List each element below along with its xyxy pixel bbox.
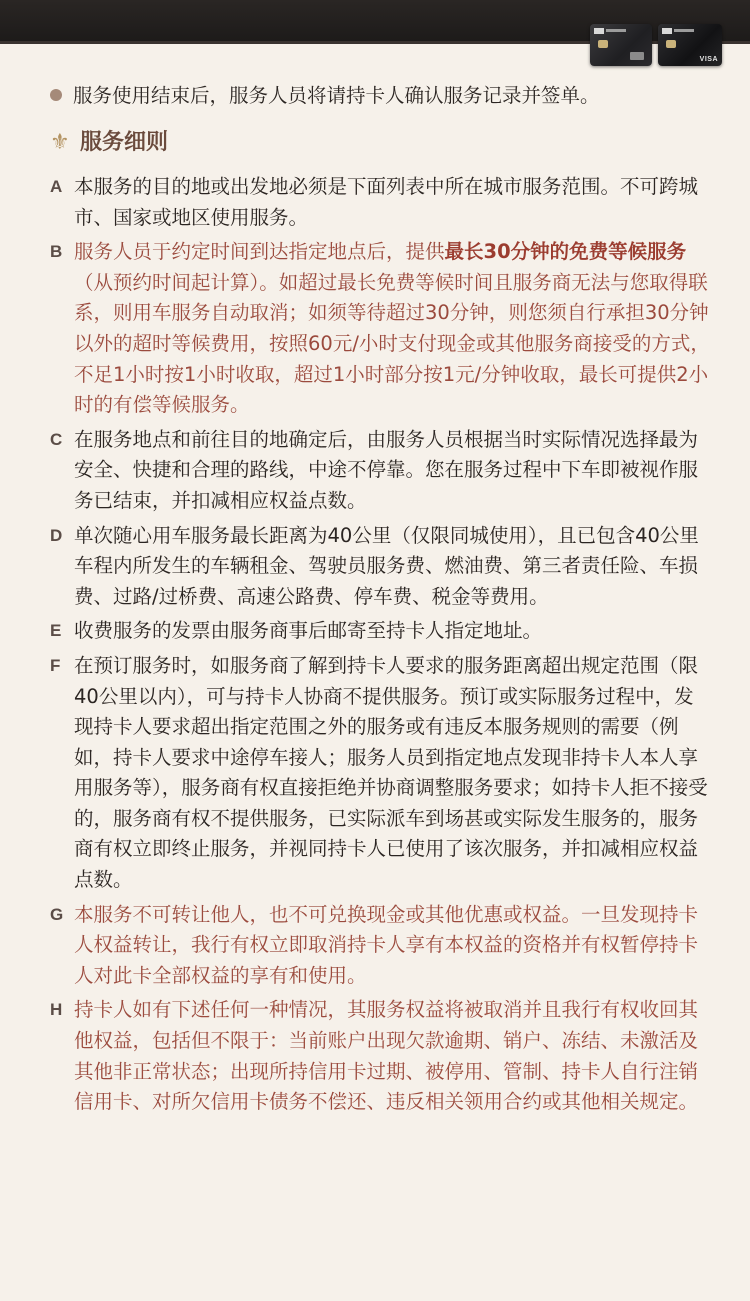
rule-item xyxy=(50,651,710,896)
rule-item xyxy=(50,995,710,1117)
intro-bullet-text: 服务使用结束后，服务人员将请持卡人确认服务记录并签单。 xyxy=(73,84,600,107)
rules-list xyxy=(50,172,710,1122)
credit-card-icon xyxy=(590,24,652,66)
rule-text: 单次随心用车服务最长距离为40公里（仅限同城使用），且已包含40公里车程内所发生的车辆租金、驾驶员服务费、燃油费、第三者责任险、车损费、过路/过桥费、高速公路费、停车费、税金等费用。 xyxy=(74,523,699,608)
rule-text: 在预订服务时，如服务商了解到持卡人要求的服务距离超出规定范围（限40公里以内），可与持卡人协商不提供服务。预订或实际服务过程中，发现持卡人要求超出指定范围之外的服务或有违反本服务规则的需要（例如，持卡人要求中途停车接人；服务人员到指定地点发现非持卡人本人享用服务等），服务商有权直接拒绝并协商调整服务要求；如持卡人拒不接受的，服务商有权不提供服务，已实际派车到场甚或实际发生服务的，服务商有权立即终止服务，并视同持卡人已使用了该次服务，并扣减相应权益点数。 xyxy=(74,653,708,892)
rule-letter: B xyxy=(50,242,63,262)
rule-letter: F xyxy=(50,655,61,675)
rule-letter: G xyxy=(50,904,64,924)
rule-item xyxy=(50,900,710,992)
rule-text: 本服务不可转让他人，也不可兑换现金或其他优惠或权益。一旦发现持卡人权益转让，我行有权立即取消持卡人享有本权益的资格并有权暂停持卡人对此卡全部权益的享有和使用。 xyxy=(74,902,699,987)
rule-letter: C xyxy=(50,429,63,449)
rule-item xyxy=(50,425,710,517)
rule-text: 收费服务的发票由服务商事后邮寄至持卡人指定地址。 xyxy=(74,619,543,643)
rule-text: 本服务的目的地或出发地必须是下面列表中所在城市服务范围。不可跨城市、国家或地区使用服务。 xyxy=(74,175,699,229)
rule-item xyxy=(50,521,710,613)
rule-text: （从预约时间起计算）。如超过最长免费等候时间且服务商无法与您取得联系，则用车服务自动取消；如须等待超过30分钟，则您须自行承担30分钟以外的超时等候费用，按照60元/小时支付现金或其他服务商接受的方式，不足1小时按1小时收取，超过1小时部分按1元/分钟收取，最长可提供2小时的有偿等候服务。 xyxy=(74,270,710,417)
card-brand-logo: VISA xyxy=(699,56,718,63)
rule-letter: A xyxy=(50,177,63,196)
bullet-dot-icon xyxy=(50,89,62,101)
rule-item xyxy=(50,237,710,421)
rule-text: 在服务地点和前往目的地确定后，由服务人员根据当时实际情况选择最为安全、快捷和合理的路线，中途不停靠。您在服务过程中下车即被视作服务已结束，并扣减相应权益点数。 xyxy=(74,427,699,512)
rule-letter: E xyxy=(50,621,62,641)
rule-item xyxy=(50,616,710,647)
rule-emphasis: 最长30分钟的免费等候服务 xyxy=(444,240,687,264)
rule-item xyxy=(50,172,710,233)
section-title-text: 服务细则 xyxy=(80,130,169,155)
rule-letter: D xyxy=(50,525,63,545)
credit-card-icon xyxy=(658,24,722,66)
section-title xyxy=(50,126,168,160)
fleur-de-lis-icon: ⚜ xyxy=(50,130,70,155)
rule-text: 服务人员于约定时间到达指定地点后，提供 xyxy=(74,240,445,264)
rule-text: 持卡人如有下述任何一种情况，其服务权益将被取消并且我行有权收回其他权益，包括但不限于：当前账户出现欠款逾期、销户、冻结、未激活及其他非正常状态；出现所持信用卡过期、被停用、管制、持卡人自行注销信用卡、对所欠信用卡债务不偿还、违反相关领用合约或其他相关规定。 xyxy=(74,998,699,1114)
rule-letter: H xyxy=(50,1000,63,1020)
intro-bullet xyxy=(50,80,730,112)
